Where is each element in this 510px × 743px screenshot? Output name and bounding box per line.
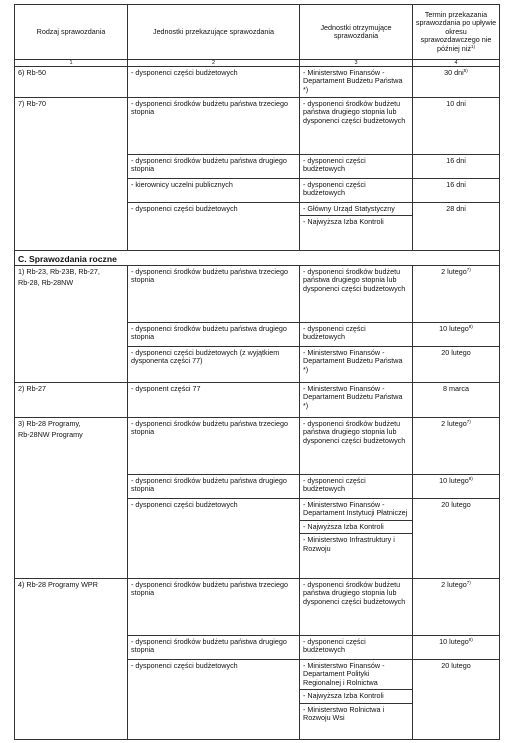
deadline-cell: 16 dni (413, 155, 500, 179)
footnote-ref: 5) (463, 68, 468, 73)
sender-cell: - dysponenci środków budżetu państwa drugiego stopnia (128, 323, 300, 347)
column-number: 3 (300, 60, 413, 67)
recipient-cell: - dysponenci części budżetowych (300, 155, 413, 179)
recipient-cell: - dysponenci części budżetowych (300, 636, 413, 660)
deadline-text: 2 lutego (441, 419, 467, 428)
sender-cell: - dysponenci części budżetowych (128, 499, 300, 579)
report-type-line: Rb-28NW Programy (18, 430, 83, 440)
recipient-cell: - dysponenci środków budżetu państwa drugiego stopnia lub dysponenci części budżetowych (300, 418, 413, 475)
deadline-cell (413, 323, 500, 347)
deadline-cell (413, 418, 500, 475)
deadline-cell: 20 lutego (413, 660, 500, 740)
deadline-cell: 16 dni (413, 179, 500, 203)
sender-cell: - dysponenci części budżetowych (128, 203, 300, 251)
recipient-item: - Najwyższa Izba Kontroli (300, 215, 412, 228)
sender-cell: - dysponent części 77 (128, 383, 300, 418)
recipient-cell: - dysponenci części budżetowych (300, 179, 413, 203)
recipient-cell: - dysponenci środków budżetu państwa drugiego stopnia lub dysponenci części budżetowych (300, 266, 413, 323)
recipient-cell: - dysponenci środków budżetu państwa drugiego stopnia lub dysponenci części budżetowych (300, 98, 413, 155)
footnote-ref: 8) (468, 324, 473, 329)
sender-cell: - kierownicy uczelni publicznych (128, 179, 300, 203)
column-number: 2 (128, 60, 300, 67)
sender-cell: - dysponenci środków budżetu państwa trzeciego stopnia (128, 579, 300, 636)
report-type-line: 1) Rb-23, Rb-23B, Rb-27, (18, 267, 100, 276)
recipient-cell (300, 203, 413, 251)
recipient-cell: - Ministerstwo Finansów - Departament Budżetu Państwa *) (300, 383, 413, 418)
sender-cell: - dysponenci środków budżetu państwa drugiego stopnia (128, 636, 300, 660)
section-heading-row (15, 251, 500, 266)
recipient-item: - Najwyższa Izba Kontroli (300, 520, 412, 533)
report-type-cell: 2) Rb-27 (15, 383, 128, 418)
recipient-cell: - dysponenci części budżetowych (300, 323, 413, 347)
sender-cell: - dysponenci środków budżetu państwa trzeciego stopnia (128, 98, 300, 155)
column-number-row (15, 60, 500, 67)
footnote-ref: 1) (470, 43, 476, 49)
deadline-text: 10 lutego (439, 476, 469, 485)
deadline-cell (413, 67, 500, 98)
header-row (15, 5, 500, 60)
deadline-cell: 28 dni (413, 203, 500, 251)
deadline-cell: 8 marca (413, 383, 500, 418)
sender-cell: - dysponenci środków budżetu państwa drugiego stopnia (128, 475, 300, 499)
sender-cell: - dysponenci części budżetowych (128, 660, 300, 740)
recipient-item: - Ministerstwo Rolnictwa i Rozwoju Wsi (300, 703, 412, 725)
sender-cell: - dysponenci środków budżetu państwa drugiego stopnia (128, 155, 300, 179)
recipient-cell: - Ministerstwo Finansów - Departament Budżetu Państwa *) (300, 347, 413, 383)
recipient-item: - Ministerstwo Finansów - Departament Instytucji Płatniczej (303, 500, 408, 518)
deadline-text: 30 dni (444, 68, 464, 77)
document-page (14, 4, 500, 740)
header-senders: Jednostki przekazujące sprawozdania (128, 5, 300, 60)
footnote-ref: 7) (466, 267, 471, 272)
column-number: 1 (15, 60, 128, 67)
deadline-cell (413, 579, 500, 636)
report-type-cell (15, 418, 128, 579)
table-row (15, 383, 500, 418)
sender-cell: - dysponenci środków budżetu państwa trzeciego stopnia (128, 266, 300, 323)
section-heading: C. Sprawozdania roczne (15, 251, 500, 266)
header-recipients: Jednostki otrzymujące sprawozdania (300, 5, 413, 60)
header-report-type: Rodzaj sprawozdania (15, 5, 128, 60)
recipient-cell (300, 660, 413, 740)
sender-cell: - dysponenci części budżetowych (128, 67, 300, 98)
deadline-cell: 20 lutego (413, 347, 500, 383)
deadline-cell: 20 lutego (413, 499, 500, 579)
sender-cell: - dysponenci części budżetowych (z wyjątkiem dysponenta części 77) (128, 347, 300, 383)
deadline-cell (413, 636, 500, 660)
sender-cell: - dysponenci środków budżetu państwa trzeciego stopnia (128, 418, 300, 475)
reporting-schedule-table (14, 4, 500, 740)
table-row (15, 98, 500, 155)
report-type-cell (15, 266, 128, 383)
recipient-item: - Ministerstwo Infrastruktury i Rozwoju (300, 533, 412, 555)
recipient-cell (300, 499, 413, 579)
deadline-text: 2 lutego (441, 580, 467, 589)
report-type-cell: 6) Rb-50 (15, 67, 128, 98)
deadline-text: 10 lutego (439, 324, 469, 333)
recipient-item: - Najwyższa Izba Kontroli (300, 689, 412, 702)
footnote-ref: 7) (466, 419, 471, 424)
table-row (15, 67, 500, 98)
deadline-text: 10 lutego (439, 637, 469, 646)
deadline-text: 2 lutego (441, 267, 467, 276)
header-deadline-text: Termin przekazania sprawozdania po upływie okresu sprawozdawczego nie później niż (415, 9, 497, 53)
report-type-line: Rb-28, Rb-28NW (18, 278, 74, 288)
report-type-cell: 4) Rb-28 Programy WPR (15, 579, 128, 740)
footnote-ref: 8) (468, 637, 473, 642)
recipient-item: - Główny Urząd Statystyczny (303, 204, 395, 213)
deadline-cell (413, 475, 500, 499)
table-row (15, 418, 500, 475)
footnote-ref: 7) (466, 580, 471, 585)
recipient-cell: - dysponenci środków budżetu państwa drugiego stopnia lub dysponenci części budżetowych (300, 579, 413, 636)
recipient-cell: - Ministerstwo Finansów - Departament Budżetu Państwa *) (300, 67, 413, 98)
footnote-ref: 8) (468, 476, 473, 481)
table-row (15, 579, 500, 636)
table-row (15, 266, 500, 323)
recipient-cell: - dysponenci części budżetowych (300, 475, 413, 499)
report-type-cell: 7) Rb-70 (15, 98, 128, 251)
column-number: 4 (413, 60, 500, 67)
recipient-item: - Ministerstwo Finansów - Departament Polityki Regionalnej i Rolnictwa (303, 661, 385, 687)
deadline-cell (413, 266, 500, 323)
report-type-line: 3) Rb-28 Programy, (18, 419, 81, 428)
deadline-cell: 10 dni (413, 98, 500, 155)
header-deadline (413, 5, 500, 60)
